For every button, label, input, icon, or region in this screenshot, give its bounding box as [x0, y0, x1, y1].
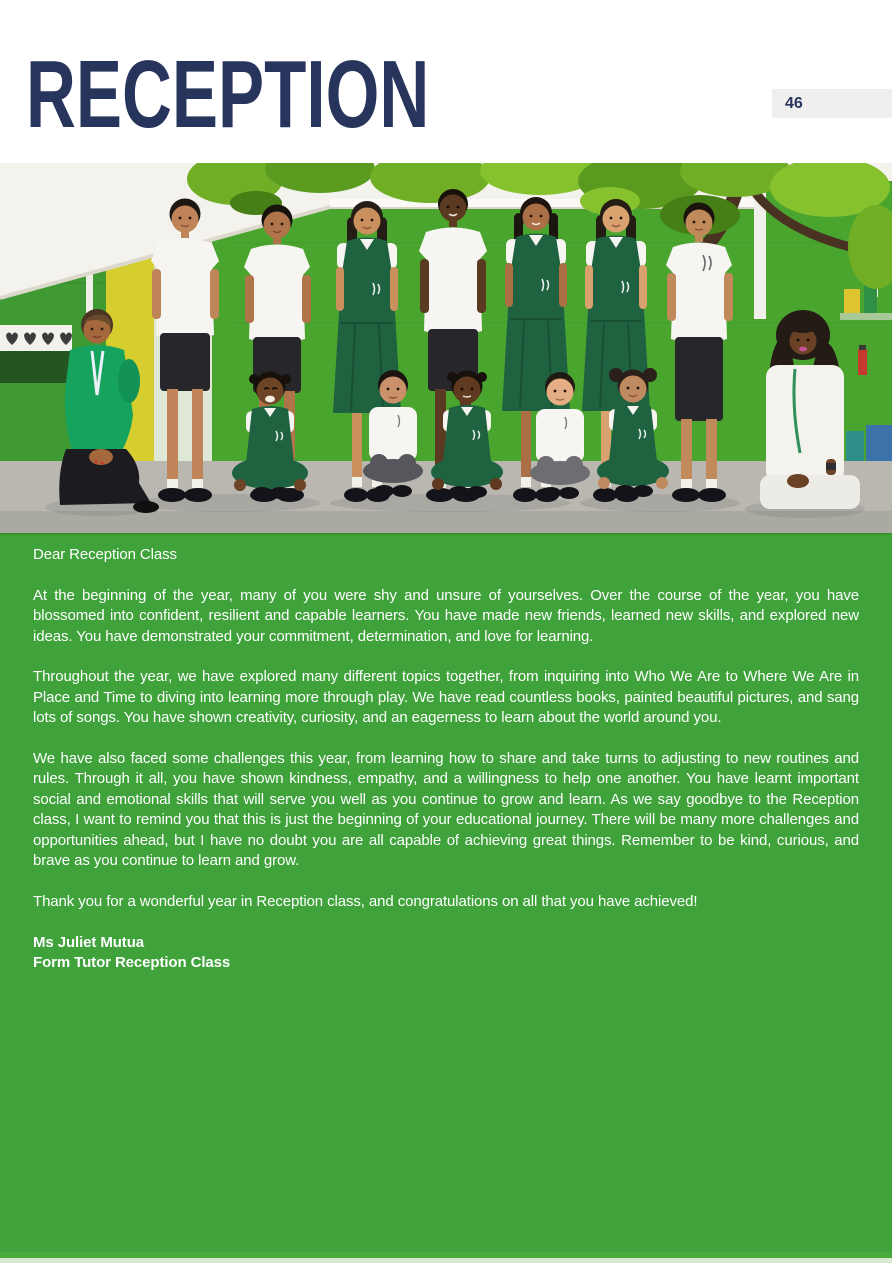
- bottom-pale-bar: [0, 1258, 892, 1263]
- signature-block: [33, 933, 859, 974]
- page-number-badge: 46: [772, 89, 892, 118]
- class-photo: [0, 163, 892, 533]
- letter-paragraph: We have also faced some challenges this year, from learning how to share and take turns to adjusting to new routines and rules. Through it all, you have shown kindness, empathy, and a willingness to help one another. You have learnt important social and emotional skills that will serve you well as you continue to grow and learn. As we say goodbye to the Reception class, I want to remind you that this is just the beginning of your educational journey. There will be many more challenges and opportunities ahead, but I have no doubt you are all capable of achieving great things. Remember to be kind, curious, and brave as you continue to learn and grow.: [33, 750, 859, 870]
- letter-paragraph: At the beginning of the year, many of you were shy and unsure of yourselves. Over the course of the year, you have blossomed into confident, resilient and capable learners. You have made new friends, learned new skills, and explored new ideas. You have demonstrated your commitment, determination, and love for learning.: [33, 586, 859, 645]
- letter-paragraph: Thank you for a wonderful year in Reception class, and congratulations on all that you have achieved!: [33, 892, 698, 910]
- signature-name: Ms Juliet Mutua: [33, 933, 145, 951]
- letter-paragraph: Throughout the year, we have explored many different topics together, from inquiring into Who We Are to Where We Are in Place and Time to diving into learning more through play. We have read countless books, painted beautiful pictures, and sang lots of songs. You have shown creativity, curiosity, and an eagerness to learn about the world around you.: [33, 668, 859, 727]
- page-title: RECEPTION: [26, 41, 430, 148]
- letter-salutation: Dear Reception Class: [33, 546, 177, 563]
- letter-panel: [0, 533, 892, 1256]
- signature-role: Form Tutor Reception Class: [33, 954, 231, 972]
